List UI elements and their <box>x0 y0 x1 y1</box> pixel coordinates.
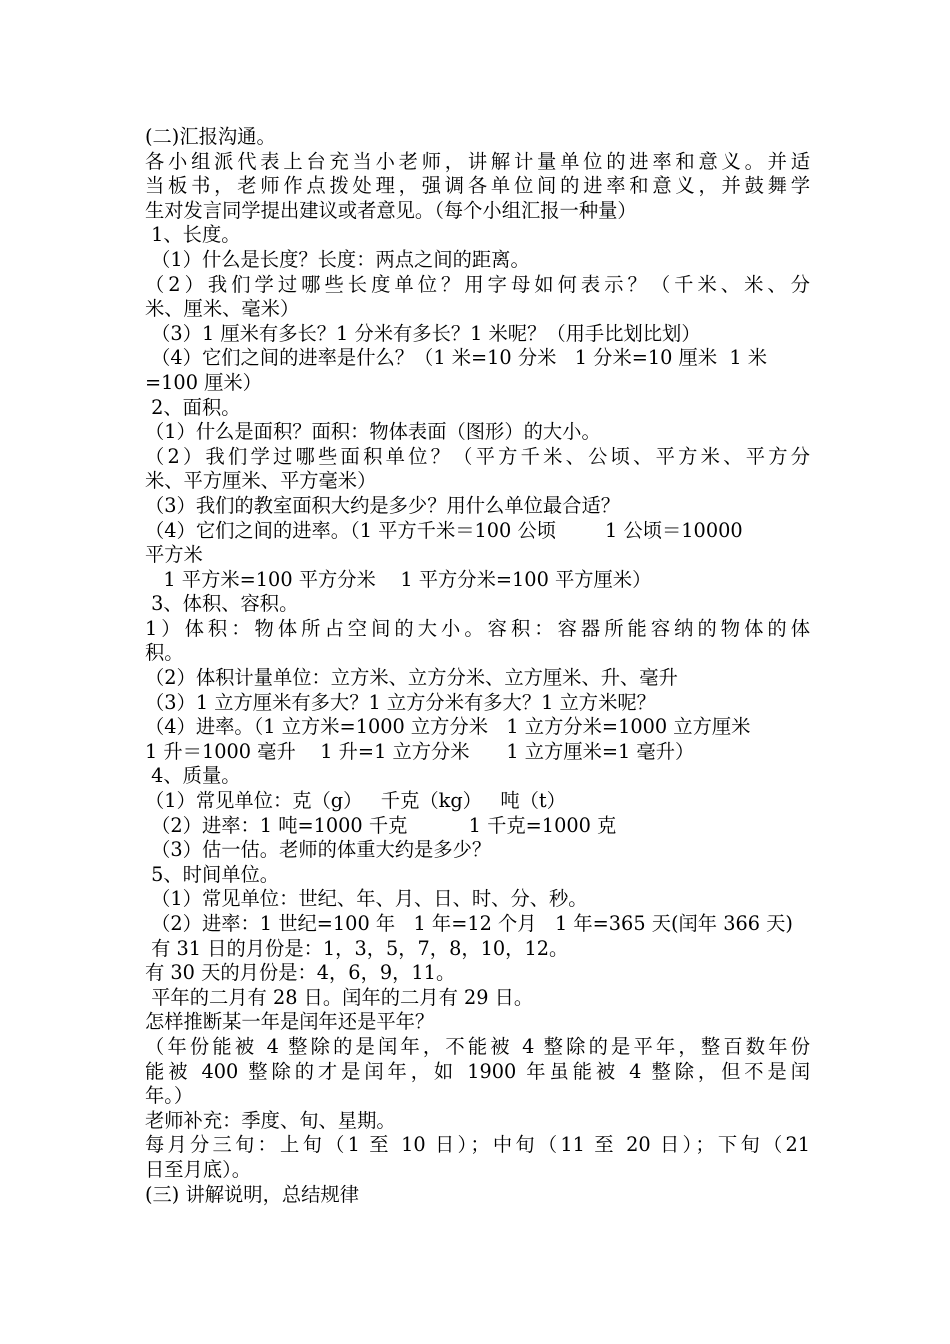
paragraph-line: （4）它们之间的进率是什么？（1 米=10 分米 1 分米=10 厘米 1 米 <box>145 346 768 370</box>
paragraph-line: （2）进率：1 世纪=100 年 1 年=12 个月 1 年=365 天(闰年 366 天) <box>145 912 793 935</box>
paragraph-line: （3）1 厘米有多长？1 分米有多长？1 米呢？（用手比划比划） <box>145 321 701 345</box>
subsection-heading: 5、时间单位。 <box>145 862 280 886</box>
paragraph-line: 日至月底）。 <box>145 1157 252 1181</box>
paragraph-line: （1）什么是面积？面积：物体表面（图形）的大小。 <box>145 420 601 444</box>
document-page <box>145 125 810 1207</box>
paragraph-line: 平年的二月有 28 日。闰年的二月有 29 日。 <box>145 985 534 1009</box>
paragraph-line: =100 厘米） <box>145 370 262 394</box>
paragraph-line: 生对发言同学提出建议或者意见。（每个小组汇报一种量） <box>145 198 637 222</box>
paragraph-line: （年份能被 4 整除的是闰年，不能被 4 整除的是平年，整百数年份 <box>145 1034 810 1058</box>
subsection-heading: 2、面积。 <box>145 395 241 419</box>
subsection-heading: 4、质量。 <box>145 764 241 788</box>
paragraph-line: 老师补充：季度、旬、星期。 <box>145 1108 396 1132</box>
paragraph-line: 怎样推断某一年是闰年还是平年？ <box>145 1010 435 1034</box>
paragraph-line: 有 31 日的月份是：1，3，5，7，8，10，12。 <box>145 936 569 960</box>
paragraph-line: （4）它们之间的进率。（1 平方千米＝100 公顷 1 公顷＝10000 <box>145 518 743 542</box>
subsection-heading: 1、长度。 <box>145 223 241 247</box>
paragraph-line: 有 30 天的月份是：4，6，9，11。 <box>145 961 456 985</box>
paragraph-line: （4）进率。（1 立方米=1000 立方分米 1 立方分米=1000 立方厘米 <box>145 715 751 739</box>
paragraph-line: 当板书，老师作点拨处理，强调各单位间的进率和意义，并鼓舞学 <box>145 174 810 198</box>
paragraph-line: 能被 400 整除的才是闰年，如 1900 年虽能被 4 整除，但不是闰 <box>145 1059 810 1083</box>
paragraph-line: （1）常见单位：世纪、年、月、日、时、分、秒。 <box>145 887 588 911</box>
paragraph-line: （2）我们学过哪些长度单位？用字母如何表示？（千米、米、分 <box>145 272 810 296</box>
paragraph-line: （3）估一估。老师的体重大约是多少？ <box>145 838 492 862</box>
paragraph-line: （3）1 立方厘米有多大？1 立方分米有多大？1 立方米呢？ <box>145 690 656 714</box>
paragraph-line: 1 平方米=100 平方分米 1 平方分米=100 平方厘米） <box>145 567 652 591</box>
paragraph-line: 米、平方厘米、平方毫米） <box>145 469 377 493</box>
paragraph-line: 平方米 <box>145 543 203 567</box>
paragraph-line: 米、厘米、毫米） <box>145 297 300 321</box>
paragraph-line: （1）常见单位：克（g） 千克（kg） 吨（t） <box>145 789 566 813</box>
paragraph-line: （2）我们学过哪些面积单位？（平方千米、公顷、平方米、平方分 <box>145 444 810 468</box>
paragraph-line: 每月分三旬：上旬（1 至 10 日）；中旬（11 至 20 日）；下旬（21 <box>145 1133 810 1157</box>
paragraph-line: 各小组派代表上台充当小老师，讲解计量单位的进率和意义。并适 <box>145 149 810 173</box>
paragraph-line: 1）体积：物体所占空间的大小。容积：容器所能容纳的物体的体 <box>145 616 810 640</box>
paragraph-line: （3）我们的教室面积大约是多少？用什么单位最合适？ <box>145 493 621 517</box>
paragraph-line: 1 升＝1000 毫升 1 升=1 立方分米 1 立方厘米=1 毫升） <box>145 739 695 763</box>
subsection-heading: 3、体积、容积。 <box>145 592 299 616</box>
paragraph-line: （2）进率：1 吨=1000 千克 1 千克=1000 克 <box>145 813 617 837</box>
paragraph-line: 积。 <box>145 641 184 665</box>
paragraph-line: （2）体积计量单位：立方米、立方分米、立方厘米、升、毫升 <box>145 666 678 690</box>
paragraph-line: 年。） <box>145 1084 194 1108</box>
section-heading: (三) 讲解说明，总结规律 <box>145 1182 359 1206</box>
paragraph-line: （1）什么是长度？长度：两点之间的距离。 <box>145 247 530 271</box>
section-heading: (二)汇报沟通。 <box>145 125 276 148</box>
